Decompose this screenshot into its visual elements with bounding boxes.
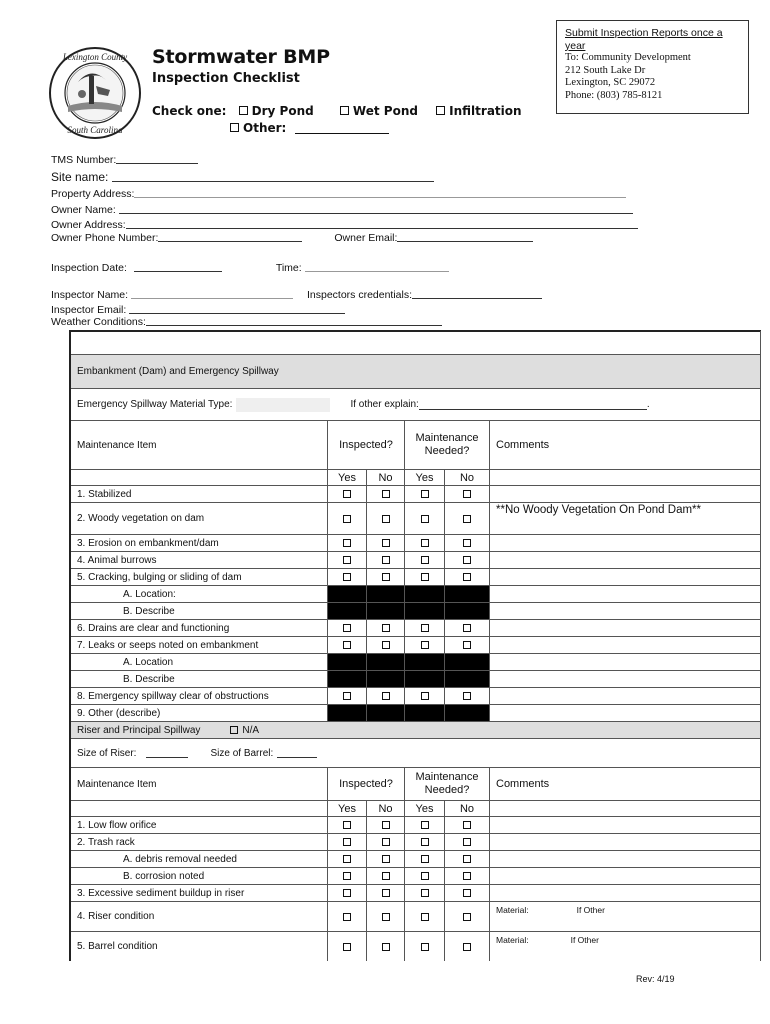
dry-pond-label: Dry Pond <box>251 104 314 118</box>
owner-email-input[interactable] <box>397 232 533 242</box>
inspected-no-checkbox[interactable] <box>382 539 390 547</box>
inspected-yes-checkbox[interactable] <box>343 515 351 523</box>
table-row <box>71 637 760 654</box>
owner-name-label: Owner Name: <box>51 204 116 216</box>
table-row <box>71 569 760 586</box>
spillway-material-label: Emergency Spillway Material Type: <box>77 399 233 410</box>
comment-cell[interactable] <box>490 705 760 721</box>
weather-input[interactable] <box>146 316 442 326</box>
weather-label: Weather Conditions: <box>51 316 146 328</box>
time-input[interactable] <box>305 262 449 272</box>
yes-header: Yes <box>415 802 434 815</box>
col-needed-header: Maintenance Needed? <box>415 432 479 457</box>
comment-cell[interactable] <box>490 569 760 585</box>
needed-yes-checkbox[interactable] <box>421 490 429 498</box>
section-embankment-header <box>71 355 760 389</box>
seal-bottom-text: South Carolina <box>67 125 123 135</box>
col-item-header: Maintenance Item <box>77 778 157 790</box>
needed-yes-checkbox[interactable] <box>421 641 429 649</box>
inspected-yes-checkbox[interactable] <box>343 889 351 897</box>
table-row <box>71 705 760 722</box>
item-label: 1. Low flow orifice <box>77 819 157 831</box>
riser-na-label: N/A <box>242 724 260 736</box>
tms-label: TMS Number: <box>51 154 117 166</box>
explain-label: If other explain: <box>350 399 419 410</box>
needed-no-checkbox[interactable] <box>463 889 471 897</box>
explain-input[interactable] <box>419 400 647 410</box>
property-field <box>51 188 626 200</box>
col-comments-header: Comments <box>496 439 550 451</box>
yes-no-header-row <box>71 801 760 817</box>
col-inspected-header: Inspected? <box>339 777 393 790</box>
submit-line: 212 South Lake Dr <box>565 64 646 76</box>
col-needed-header: Maintenance Needed? <box>415 771 479 796</box>
no-header: No <box>459 802 475 815</box>
yes-header: Yes <box>415 471 434 484</box>
submit-line: Lexington, SC 29072 <box>565 77 656 88</box>
spillway-material-row <box>71 389 760 421</box>
inspection-date-input[interactable] <box>134 262 222 272</box>
tms-input[interactable] <box>116 154 198 164</box>
table-header-row <box>71 768 760 801</box>
yes-no-header-row <box>71 470 760 486</box>
needed-yes-checkbox[interactable] <box>421 624 429 632</box>
item-label: 9. Other (describe) <box>77 707 161 719</box>
no-header: No <box>378 802 393 815</box>
other-input[interactable] <box>295 122 389 134</box>
table-row <box>71 331 760 355</box>
dry-pond-checkbox[interactable] <box>239 106 248 115</box>
if-other-label: If Other <box>570 935 599 945</box>
inspected-no-checkbox[interactable] <box>382 889 390 897</box>
inspected-yes-checkbox[interactable] <box>343 943 351 951</box>
page-title: Stormwater BMP <box>152 46 330 68</box>
item-label: A. debris removal needed <box>123 853 237 865</box>
inspected-yes-checkbox[interactable] <box>343 556 351 564</box>
infiltration-checkbox[interactable] <box>436 106 445 115</box>
col-comments-header: Comments <box>496 778 550 790</box>
table-header-row <box>71 421 760 470</box>
barrel-size-input[interactable] <box>277 748 317 758</box>
site-label: Site name: <box>51 170 109 184</box>
needed-yes-checkbox[interactable] <box>421 515 429 523</box>
county-seal <box>48 46 142 140</box>
inspected-yes-checkbox[interactable] <box>343 913 351 921</box>
owner-phone-label: Owner Phone Number: <box>51 232 159 244</box>
inspector-name-input[interactable] <box>131 289 293 299</box>
needed-yes-checkbox[interactable] <box>421 913 429 921</box>
spillway-material-select[interactable] <box>236 398 330 412</box>
needed-yes-checkbox[interactable] <box>421 539 429 547</box>
needed-no-checkbox[interactable] <box>463 556 471 564</box>
needed-yes-checkbox[interactable] <box>421 872 429 880</box>
check-one-label: Check one: <box>152 104 227 118</box>
inspected-no-checkbox[interactable] <box>382 573 390 581</box>
needed-no-checkbox[interactable] <box>463 641 471 649</box>
inspected-yes-checkbox[interactable] <box>343 692 351 700</box>
inspected-yes-checkbox[interactable] <box>343 539 351 547</box>
inspector-email-label: Inspector Email: <box>51 304 127 316</box>
comment-cell[interactable] <box>490 503 760 534</box>
item-label: A. Location <box>123 656 174 668</box>
table-row <box>71 868 760 885</box>
item-label: A. Location: <box>123 588 176 600</box>
needed-no-checkbox[interactable] <box>463 490 471 498</box>
inspected-yes-checkbox[interactable] <box>343 872 351 880</box>
inspection-date-field <box>51 262 449 274</box>
item-label: 3. Excessive sediment buildup in riser <box>77 887 245 899</box>
inspector-name-label: Inspector Name: <box>51 289 129 301</box>
riser-na-checkbox[interactable] <box>230 726 238 734</box>
inspected-no-checkbox[interactable] <box>382 641 390 649</box>
riser-size-input[interactable] <box>146 748 188 758</box>
needed-yes-checkbox[interactable] <box>421 943 429 951</box>
infiltration-label: Infiltration <box>449 104 522 118</box>
table-row <box>71 586 760 603</box>
table-row <box>71 486 760 503</box>
explain-end: . <box>646 399 650 410</box>
section-embankment-title: Embankment (Dam) and Emergency Spillway <box>77 366 279 377</box>
owner-address-label: Owner Address: <box>51 219 126 231</box>
item-label: B. Describe <box>123 605 175 617</box>
table-row <box>71 552 760 569</box>
section-riser-header <box>71 722 760 739</box>
other-row <box>230 121 389 135</box>
wet-pond-label: Wet Pond <box>352 104 418 118</box>
item-label: B. Describe <box>123 673 175 685</box>
inspected-no-checkbox[interactable] <box>382 490 390 498</box>
no-header: No <box>378 471 393 484</box>
inspected-yes-checkbox[interactable] <box>343 624 351 632</box>
item-label: 8. Emergency spillway clear of obstructions <box>77 690 269 702</box>
wet-pond-checkbox[interactable] <box>340 106 349 115</box>
needed-no-checkbox[interactable] <box>463 515 471 523</box>
item-label: 4. Riser condition <box>77 911 155 922</box>
col-inspected-header: Inspected? <box>339 438 393 451</box>
inspected-no-checkbox[interactable] <box>382 838 390 846</box>
inspector-credentials-label: Inspectors credentials: <box>306 289 413 301</box>
comment-cell[interactable] <box>490 637 760 653</box>
table-row <box>71 932 760 961</box>
needed-no-checkbox[interactable] <box>463 943 471 951</box>
riser-size-row <box>71 739 760 768</box>
needed-no-checkbox[interactable] <box>463 573 471 581</box>
comment-cell[interactable] <box>490 902 760 931</box>
item-label: 7. Leaks or seeps noted on embankment <box>77 639 259 651</box>
comment-cell[interactable] <box>490 817 760 833</box>
needed-no-checkbox[interactable] <box>463 855 471 863</box>
needed-no-checkbox[interactable] <box>463 821 471 829</box>
owner-name-field <box>51 204 633 216</box>
needed-yes-checkbox[interactable] <box>421 855 429 863</box>
owner-phone-input[interactable] <box>158 232 302 242</box>
submit-line: Phone: (803) 785-8121 <box>565 89 663 101</box>
yes-header: Yes <box>338 802 356 815</box>
riser-size-label: Size of Riser: <box>77 747 137 759</box>
inspected-yes-checkbox[interactable] <box>343 838 351 846</box>
needed-no-checkbox[interactable] <box>463 624 471 632</box>
comment-cell[interactable] <box>490 688 760 704</box>
property-input[interactable] <box>134 188 626 198</box>
submit-heading: Submit Inspection Reports once a year <box>565 27 723 52</box>
table-row <box>71 620 760 637</box>
section-riser-title: Riser and Principal Spillway <box>77 724 201 736</box>
page-subtitle: Inspection Checklist <box>152 71 300 86</box>
comment-cell[interactable] <box>490 851 760 867</box>
comment-cell[interactable] <box>490 552 760 568</box>
comment-cell[interactable] <box>490 885 760 901</box>
comment-cell[interactable] <box>490 868 760 884</box>
weather-field <box>51 316 442 328</box>
inspector-name-field <box>51 289 542 301</box>
inspector-credentials-input[interactable] <box>412 289 542 299</box>
submit-line: To: Community Development <box>565 52 691 63</box>
if-other-label: If Other <box>576 905 605 915</box>
seal-top-text: Lexington County <box>62 52 128 62</box>
inspected-yes-checkbox[interactable] <box>343 855 351 863</box>
owner-address-field <box>51 219 638 231</box>
item-label: 6. Drains are clear and functioning <box>77 622 230 634</box>
owner-name-input[interactable] <box>119 204 633 214</box>
comment-cell[interactable] <box>490 834 760 850</box>
comment-cell[interactable] <box>490 586 760 602</box>
col-item-header: Maintenance Item <box>77 439 157 451</box>
needed-no-checkbox[interactable] <box>463 692 471 700</box>
inspection-date-label: Inspection Date: <box>51 262 127 274</box>
comment-cell[interactable] <box>490 671 760 687</box>
inspected-yes-checkbox[interactable] <box>343 573 351 581</box>
tms-field <box>51 154 198 166</box>
item-label: 2. Woody vegetation on dam <box>77 513 205 524</box>
owner-address-input[interactable] <box>126 219 638 229</box>
inspected-yes-checkbox[interactable] <box>343 821 351 829</box>
table-row <box>71 817 760 834</box>
item-label: 5. Cracking, bulging or sliding of dam <box>77 571 242 583</box>
needed-yes-checkbox[interactable] <box>421 889 429 897</box>
item-label: 2. Trash rack <box>77 836 135 848</box>
material-label: Material: <box>496 905 529 915</box>
comment-cell[interactable] <box>490 603 760 619</box>
table-row <box>71 885 760 902</box>
table-row <box>71 535 760 552</box>
table-row <box>71 688 760 705</box>
table-row <box>71 851 760 868</box>
other-label: Other: <box>243 121 287 135</box>
inspected-no-checkbox[interactable] <box>382 872 390 880</box>
no-header: No <box>459 471 475 484</box>
woody-vegetation-note: **No Woody Vegetation On Pond Dam** <box>496 504 701 516</box>
submit-info-box <box>556 20 749 114</box>
table-row <box>71 902 760 932</box>
inspected-no-checkbox[interactable] <box>382 692 390 700</box>
site-field <box>51 170 434 184</box>
needed-yes-checkbox[interactable] <box>421 573 429 581</box>
table-row <box>71 603 760 620</box>
inspected-no-checkbox[interactable] <box>382 515 390 523</box>
table-row <box>71 654 760 671</box>
item-label: 5. Barrel condition <box>77 941 158 952</box>
revision-label: Rev: 4/19 <box>636 974 675 984</box>
comment-cell[interactable] <box>490 486 760 502</box>
yes-header: Yes <box>338 471 356 484</box>
owner-phone-field <box>51 232 533 244</box>
table-row <box>71 671 760 688</box>
inspected-no-checkbox[interactable] <box>382 556 390 564</box>
inspected-no-checkbox[interactable] <box>382 855 390 863</box>
inspector-email-input[interactable] <box>129 304 345 314</box>
check-one-row <box>152 104 522 118</box>
needed-yes-checkbox[interactable] <box>421 821 429 829</box>
needed-yes-checkbox[interactable] <box>421 692 429 700</box>
table-row <box>71 503 760 535</box>
comment-cell[interactable] <box>490 654 760 670</box>
needed-no-checkbox[interactable] <box>463 913 471 921</box>
property-label: Property Address: <box>51 188 135 200</box>
inspected-no-checkbox[interactable] <box>382 821 390 829</box>
needed-no-checkbox[interactable] <box>463 872 471 880</box>
item-label: 4. Animal burrows <box>77 554 157 566</box>
comment-cell[interactable] <box>490 535 760 551</box>
site-input[interactable] <box>112 172 434 182</box>
time-label: Time: <box>275 262 302 274</box>
item-label: 1. Stabilized <box>77 488 132 500</box>
needed-yes-checkbox[interactable] <box>421 556 429 564</box>
comment-cell[interactable] <box>490 620 760 636</box>
inspected-no-checkbox[interactable] <box>382 943 390 951</box>
comment-cell[interactable] <box>490 932 760 961</box>
needed-yes-checkbox[interactable] <box>421 838 429 846</box>
needed-no-checkbox[interactable] <box>463 539 471 547</box>
inspector-email-field <box>51 304 345 316</box>
item-label: B. corrosion noted <box>123 870 205 882</box>
material-label: Material: <box>496 935 529 945</box>
inspected-no-checkbox[interactable] <box>382 913 390 921</box>
owner-email-label: Owner Email: <box>334 232 398 244</box>
barrel-size-label: Size of Barrel: <box>210 747 274 759</box>
table-row <box>71 834 760 851</box>
item-label: 3. Erosion on embankment/dam <box>77 537 219 549</box>
inspected-yes-checkbox[interactable] <box>343 490 351 498</box>
other-checkbox[interactable] <box>230 123 239 132</box>
inspected-yes-checkbox[interactable] <box>343 641 351 649</box>
needed-no-checkbox[interactable] <box>463 838 471 846</box>
inspected-no-checkbox[interactable] <box>382 624 390 632</box>
